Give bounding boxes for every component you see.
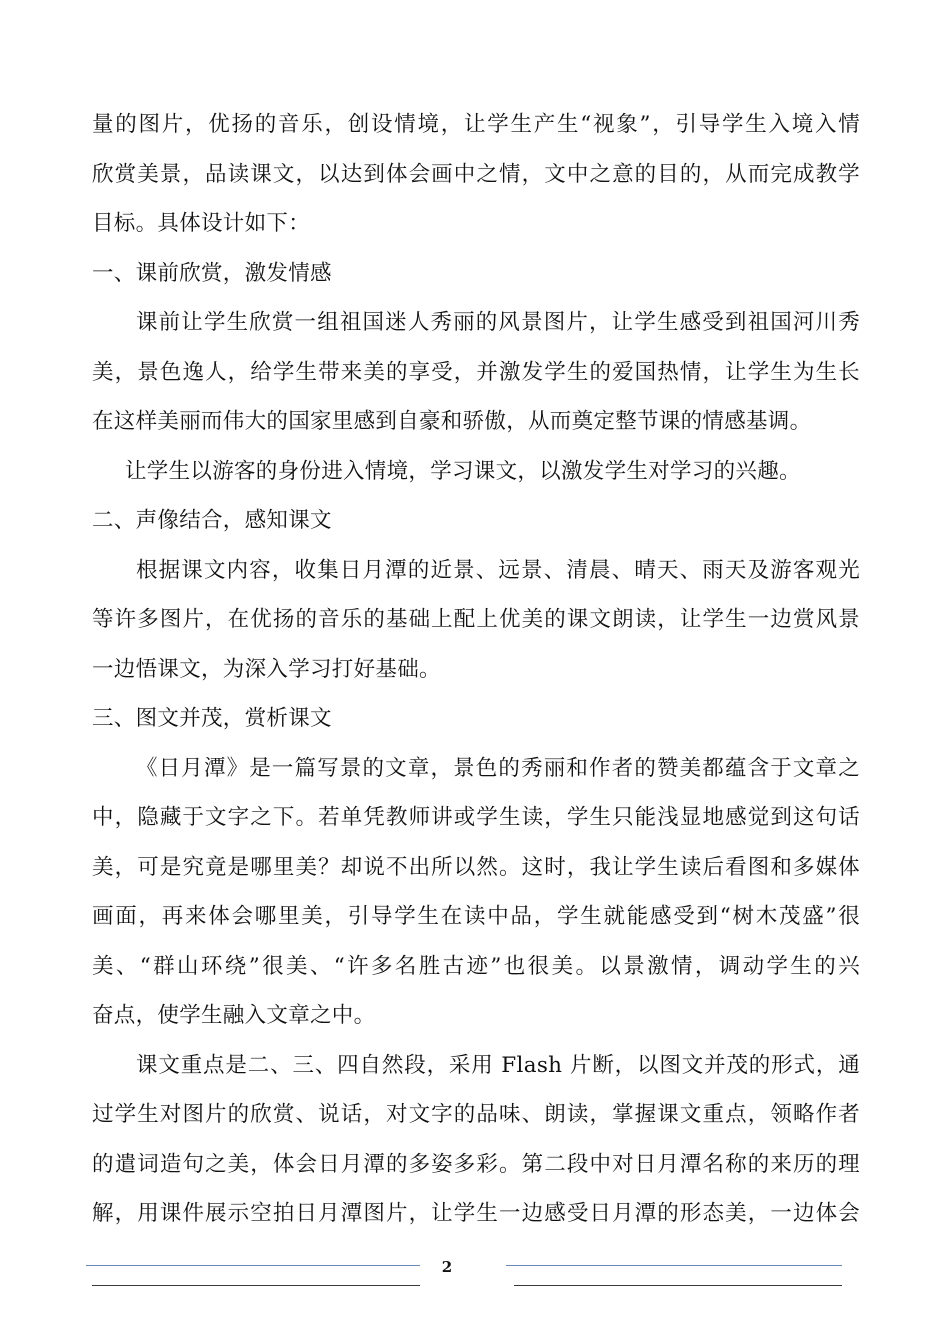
paragraph-first-line: 让学生以游客的身份进入情境，学习课文，以激发学生对学习的兴趣。 [125, 458, 801, 484]
text-line: 的遣词造句之美，体会日月潭的多姿多彩。第二段中对日月潭名称的来历的理 [92, 1151, 860, 1177]
page-number: 2 [441, 1258, 453, 1276]
paragraph-first-line: 根据课文内容，收集日月潭的近景、远景、清晨、晴天、雨天及游客观光 [136, 557, 860, 583]
text-line: 解，用课件展示空拍日月潭图片，让学生一边感受日月潭的形态美，一边体会 [92, 1201, 860, 1226]
text-line: 一边悟课文，为深入学习打好基础。 [92, 656, 441, 682]
footer-rule-right-top [506, 1265, 842, 1266]
text-line: 过学生对图片的欣赏、说话，对文字的品味、朗读，掌握课文重点，领略作者 [92, 1102, 860, 1127]
text-line: 美，可是究竟是哪里美？却说不出所以然。这时，我让学生读后看图和多媒体 [92, 854, 860, 880]
text-line: 欣赏美景，品读课文，以达到体会画中之情，文中之意的目的，从而完成教学 [92, 161, 860, 187]
section-heading: 二、声像结合，感知课文 [92, 508, 332, 533]
body-text [92, 100, 860, 1239]
section-heading: 一、课前欣赏，激发情感 [92, 260, 332, 286]
text-line: 画面，再来体会哪里美，引导学生在读中品，学生就能感受到“树木茂盛”很 [92, 904, 860, 929]
text-line: 量的图片，优扬的音乐，创设情境，让学生产生“视象”，引导学生入境入情 [92, 112, 860, 137]
text-line: 奋点，使学生融入文章之中。 [92, 1003, 376, 1028]
paragraph-first-line: 课前让学生欣赏一组祖国迷人秀丽的风景图片，让学生感受到祖国河川秀 [136, 310, 860, 335]
page-footer [0, 1256, 950, 1296]
text-line: 美、“群山环绕”很美、“许多名胜古迹”也很美。以景激情，调动学生的兴 [92, 953, 860, 979]
paragraph-first-line: 课文重点是二、三、四自然段，采用 Flash 片断，以图文并茂的形式，通 [136, 1052, 860, 1078]
footer-rule-left-top [86, 1265, 420, 1266]
section-heading: 三、图文并茂，赏析课文 [92, 706, 332, 731]
text-line: 等许多图片，在优扬的音乐的基础上配上优美的课文朗读，让学生一边赏风景 [92, 607, 860, 632]
footer-rule-right-bottom [514, 1285, 842, 1286]
text-line: 中，隐藏于文字之下。若单凭教师讲或学生读，学生只能浅显地感觉到这句话 [92, 805, 860, 830]
footer-rule-left-bottom [92, 1285, 420, 1286]
text-line: 目标。具体设计如下： [92, 211, 311, 236]
paragraph-first-line: 《日月潭》是一篇写景的文章，景色的秀丽和作者的赞美都蕴含于文章之 [136, 755, 860, 781]
text-line: 在这样美丽而伟大的国家里感到自豪和骄傲，从而奠定整节课的情感基调。 [92, 409, 812, 434]
text-line: 美，景色逸人，给学生带来美的享受，并激发学生的爱国热情，让学生为生长 [92, 359, 860, 385]
